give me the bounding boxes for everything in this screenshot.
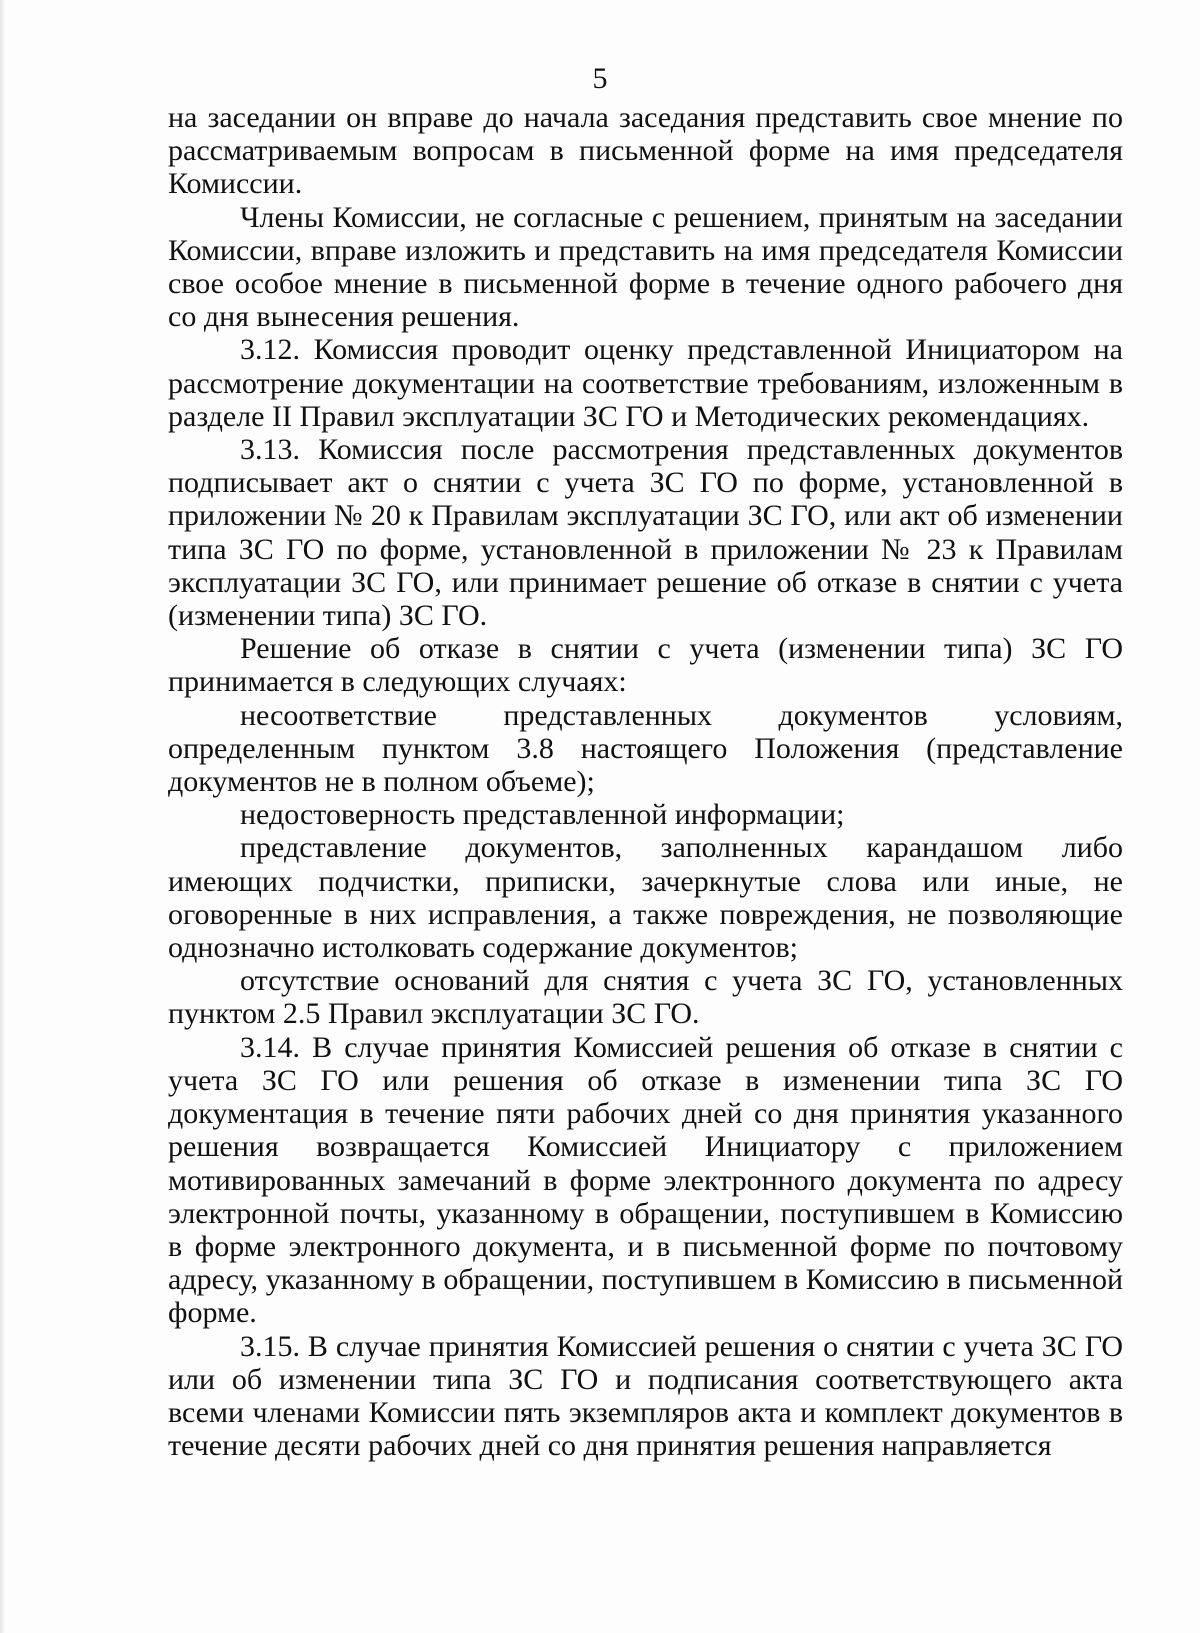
scan-edge — [0, 0, 6, 1633]
paragraph-case-unreliable: недостоверность представленной информации; — [240, 798, 845, 832]
paragraph-3-14: 3.14. В случае принятия Комиссией решения об отказе в снятии с учета ЗС ГО или решения об отказе в изменении типа ЗС ГО документация в течение пяти рабочих дней со дня принятия указанного решения возвращается Комиссией Инициатору с приложением мотивированных замечаний в форме электронного документа по адресу электронной почты, указанному в обращении, поступившем в Комиссию в форме электронного документа, и в письменной форме по почтовому адресу, указанному в обращении, поступившем в Комиссию в письменной форме. — [168, 1030, 1123, 1330]
paragraph-continuation: на заседании он вправе до начала заседания представить свое мнение по рассматриваемым вопросам в письменной форме на имя председателя Комиссии. — [168, 101, 1123, 201]
paragraph-3-12: 3.12. Комиссия проводит оценку представленной Инициатором на рассмотрение документации на соответствие требованиям, изложенным в разделе II Правил эксплуатации ЗС ГО и Методических рекомендациях. — [168, 333, 1123, 433]
paragraph-case-pencil: представление документов, заполненных карандашом либо имеющих подчистки, приписки, зачеркнутые слова или иные, не оговоренные в них исправления, а также повреждения, не позволяющие однозначно истолковать содержание документов; — [168, 831, 1123, 965]
paragraph-3-15: 3.15. В случае принятия Комиссией решения о снятии с учета ЗС ГО или об изменении типа ЗС ГО и подписания соответствующего акта всеми членами Комиссии пять экземпляров акта и комплект документов в течение десяти рабочих дней со дня принятия решения направляется — [168, 1329, 1123, 1463]
paragraph-3-13: 3.13. Комиссия после рассмотрения представленных документов подписывает акт о снятии с учета ЗС ГО по форме, установленной в приложении № 20 к Правилам эксплуатации ЗС ГО, или акт об изменении типа ЗС ГО по форме, установленной в приложении № 23 к Правилам эксплуатации ЗС ГО, или принимает решение об отказе в снятии с учета (изменении типа) ЗС ГО. — [168, 433, 1123, 633]
page-number: 5 — [592, 62, 608, 95]
paragraph-members-opinion: Члены Комиссии, не согласные с решением, принятым на заседании Комиссии, вправе изложить и представить на имя председателя Комиссии свое особое мнение в письменной форме в течение одного рабочего дня со дня вынесения решения. — [168, 200, 1123, 334]
paragraph-case-mismatch: несоответствие представленных документов условиям, определенным пунктом 3.8 настоящего Положения (представление документов не в полном объеме); — [168, 698, 1123, 799]
paragraph-refusal-cases: Решение об отказе в снятии с учета (изменении типа) ЗС ГО принимается в следующих случаях: — [168, 632, 1123, 699]
document-body — [168, 101, 1123, 1462]
paragraph-case-no-grounds: отсутствие оснований для снятия с учета ЗС ГО, установленных пунктом 2.5 Правил эксплуатации ЗС ГО. — [168, 964, 1123, 1031]
